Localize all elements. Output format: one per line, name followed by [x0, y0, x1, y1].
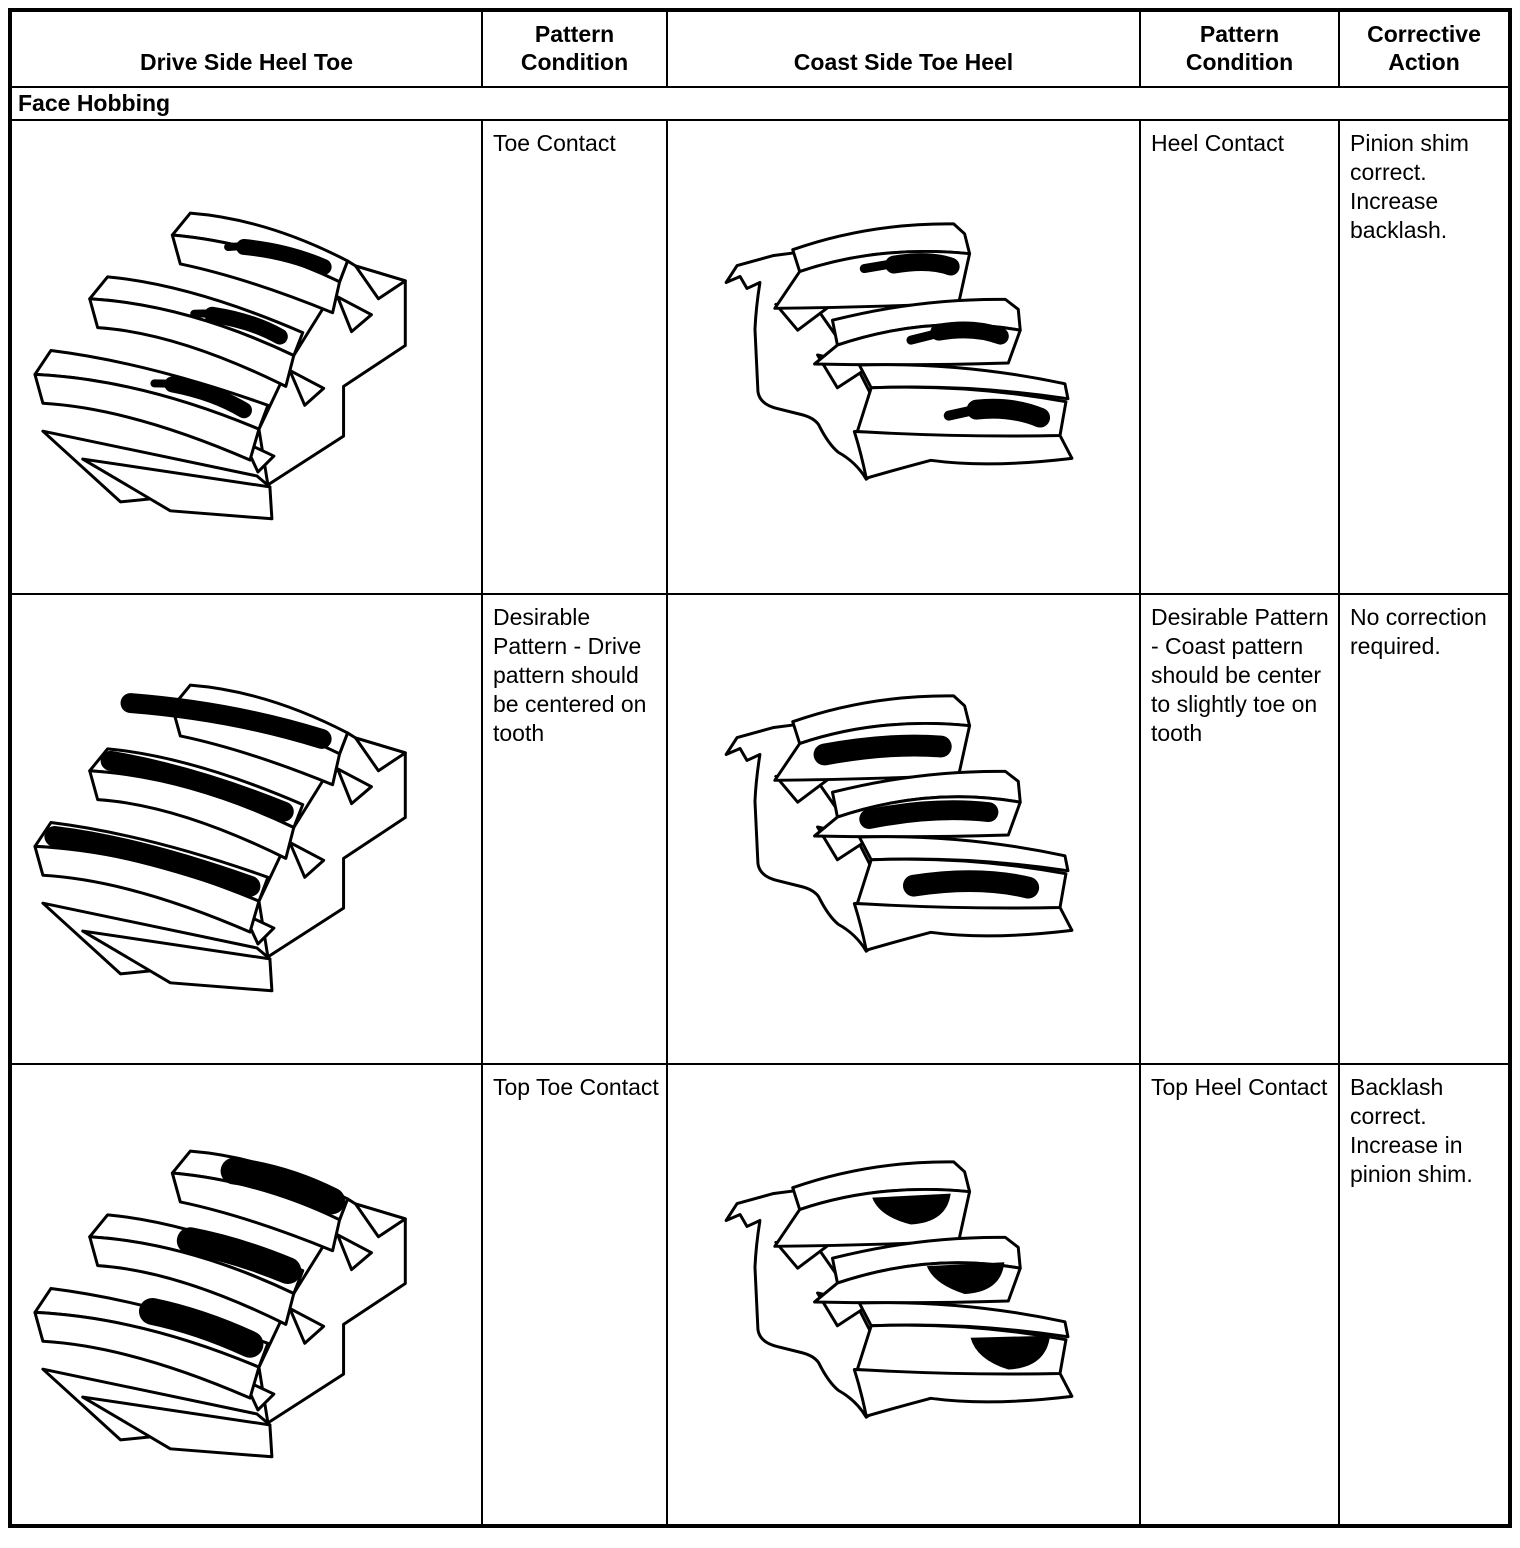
- coast-pattern-condition-row1: Heel Contact: [1140, 120, 1339, 594]
- coast-gear-top-heel-contact-illustration: [690, 1141, 1118, 1449]
- coast-pattern-condition-row2: Desirable Pattern - Coast pattern should be center to slightly toe on tooth: [1140, 594, 1339, 1064]
- drive-pattern-condition-row3: Top Toe Contact: [482, 1064, 667, 1526]
- coast-pattern-condition-row3: Top Heel Contact: [1140, 1064, 1339, 1526]
- table-row: [10, 1064, 1510, 1526]
- coast-illustration-cell-row1: [667, 120, 1140, 594]
- coast-illustration-cell-row2: [667, 594, 1140, 1064]
- corrective-action-row2: No correction required.: [1339, 594, 1510, 1064]
- corrective-action-row3: Backlash correct. Increase in pinion shim.: [1339, 1064, 1510, 1526]
- column-header-pattern-condition-drive: Pattern Condition: [482, 10, 667, 87]
- drive-pattern-condition-row2: Desirable Pattern - Drive pattern should be centered on tooth: [482, 594, 667, 1064]
- corrective-action-row1: Pinion shim correct. Increase backlash.: [1339, 120, 1510, 594]
- column-header-coast-side: Coast Side Toe Heel: [667, 10, 1140, 87]
- coast-illustration-cell-row3: [667, 1064, 1140, 1526]
- column-header-pattern-condition-coast: Pattern Condition: [1140, 10, 1339, 87]
- section-row: [10, 87, 1510, 120]
- coast-gear-centered-contact-illustration: [690, 675, 1118, 983]
- column-header-drive-side: Drive Side Heel Toe: [10, 10, 482, 87]
- drive-illustration-cell-row1: [10, 120, 482, 594]
- column-header-corrective-action: Corrective Action: [1339, 10, 1510, 87]
- drive-gear-top-toe-contact-illustration: [23, 1123, 471, 1467]
- drive-illustration-cell-row3: [10, 1064, 482, 1526]
- drive-pattern-condition-row1: Toe Contact: [482, 120, 667, 594]
- table-row: [10, 120, 1510, 594]
- drive-gear-toe-contact-illustration: [23, 185, 471, 529]
- table-row: [10, 594, 1510, 1064]
- coast-gear-heel-contact-illustration: [690, 203, 1118, 511]
- header-row: [10, 10, 1510, 87]
- gear-contact-pattern-table: [8, 8, 1512, 1528]
- drive-gear-centered-contact-illustration: [23, 657, 471, 1001]
- drive-illustration-cell-row2: [10, 594, 482, 1064]
- section-title: Face Hobbing: [10, 87, 1510, 120]
